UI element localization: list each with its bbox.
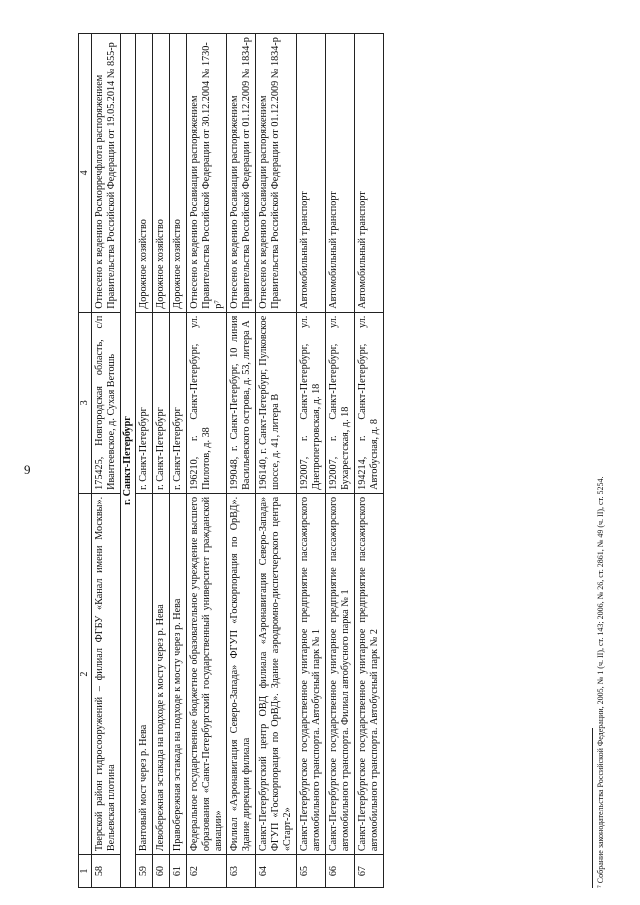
object-address: 199048, г. Санкт-Петербург, 10 линия Васильевского острова, д. 53, литера А bbox=[227, 312, 256, 493]
table-row bbox=[169, 34, 186, 888]
object-name: Правобережная эстакада на подходе к мосту через р. Нева bbox=[169, 493, 186, 854]
object-name: Левобережная эстакада на подходе к мосту через р. Нева bbox=[152, 493, 169, 854]
object-name: Санкт-Петербургский центр ОВД филиала «Аэронавигация Северо-Запада» ФГУП «Госкорпорация по ОрВД». Здание аэродромно-диспетчерского центра «Старт-2» bbox=[256, 493, 297, 854]
footnote-rule bbox=[592, 728, 593, 888]
table-row bbox=[152, 34, 169, 888]
object-note: Автомобильный транспорт bbox=[326, 34, 355, 313]
row-number: 64 bbox=[256, 855, 297, 888]
region-header-row bbox=[120, 34, 135, 888]
column-number: 1 bbox=[79, 855, 92, 888]
table-row bbox=[297, 34, 326, 888]
object-name: Филиал «Аэронавигация Северо-Запада» ФГУП «Госкорпорация по ОрВД». Здание дирекции филиала bbox=[227, 493, 256, 854]
row-number: 67 bbox=[354, 855, 383, 888]
page-number: 9 bbox=[24, 462, 31, 477]
row-number: 59 bbox=[135, 855, 152, 888]
object-note: Отнесено к ведению Росавиации распоряжением Правительства Российской Федерации от 01.12.2009 № 1834-р bbox=[227, 34, 256, 313]
object-note: Автомобильный транспорт bbox=[297, 34, 326, 313]
object-address: 194214, г. Санкт-Петербург, ул. Автобусная, д. 8 bbox=[354, 312, 383, 493]
objects-table bbox=[78, 33, 384, 888]
footnote-text: ⁷ Собрание законодательства Российской Федерации, 2005, № 1 (ч. II), ст. 143; 2006, № 26, ст. 2861, № 49 (ч. II), ст. 5254. bbox=[596, 476, 605, 888]
object-note: Отнесено к ведению Росавиации распоряжением Правительства Российской Федерации от 01.12.2009 № 1834-р bbox=[256, 34, 297, 313]
object-name: Санкт-Петербургское государственное унитарное предприятие пассажирского автомобильного транспорта. Филиал автобусного парка № 1 bbox=[326, 493, 355, 854]
table-row bbox=[135, 34, 152, 888]
footnote bbox=[592, 68, 605, 888]
object-address: 192007, г. Санкт-Петербург, ул. Бухарестская, д. 18 bbox=[326, 312, 355, 493]
object-note: Автомобильный транспорт bbox=[354, 34, 383, 313]
object-address: 175425, Новгородская область, с/п Ивантеевское, д. Сухая Ветошь bbox=[92, 312, 121, 493]
table-row bbox=[227, 34, 256, 888]
object-address: г. Санкт-Петербург bbox=[135, 312, 152, 493]
table-row bbox=[326, 34, 355, 888]
object-address: г. Санкт-Петербург bbox=[152, 312, 169, 493]
row-number: 60 bbox=[152, 855, 169, 888]
column-number: 4 bbox=[79, 34, 92, 313]
object-note: Отнесено к ведению Росморречфлота распоряжением Правительства Российской Федерации от 19.05.2014 № 855-р bbox=[92, 34, 121, 313]
table-row bbox=[186, 34, 227, 888]
rotated-table-sheet bbox=[78, 33, 640, 888]
object-name: Федеральное государственное бюджетное образовательное учреждение высшего образования «Санкт-Петербургский государственный университет гражданской авиации» bbox=[186, 493, 227, 854]
object-note: Дорожное хозяйство bbox=[152, 34, 169, 313]
object-address: 196210, г. Санкт-Петербург, ул. Пилотов, д. 38 bbox=[186, 312, 227, 493]
object-address: г. Санкт-Петербург bbox=[169, 312, 186, 493]
table-row bbox=[354, 34, 383, 888]
object-name: Тверской район гидросооружений – филиал ФГБУ «Канал имени Москвы». Вельевская плотина bbox=[92, 493, 121, 854]
object-address: 196140, г. Санкт-Петербург, Пулковское шоссе, д. 41, литера В bbox=[256, 312, 297, 493]
object-note: Дорожное хозяйство bbox=[135, 34, 152, 313]
object-name: Санкт-Петербургское государственное унитарное предприятие пассажирского автомобильного транспорта. Автобусный парк № 2 bbox=[354, 493, 383, 854]
object-address: 192007, г. Санкт-Петербург, ул. Днепропетровская, д. 18 bbox=[297, 312, 326, 493]
object-note: Отнесено к ведению Росавиации распоряжением Правительства Российской Федерации от 30.12.2004 № 1730-р⁷ bbox=[186, 34, 227, 313]
column-number-row bbox=[79, 34, 92, 888]
row-number: 58 bbox=[92, 855, 121, 888]
column-number: 3 bbox=[79, 312, 92, 493]
row-number: 61 bbox=[169, 855, 186, 888]
row-number: 62 bbox=[186, 855, 227, 888]
object-note: Дорожное хозяйство bbox=[169, 34, 186, 313]
column-number: 2 bbox=[79, 493, 92, 854]
object-name: Вантовый мост через р. Нева bbox=[135, 493, 152, 854]
table-row bbox=[92, 34, 121, 888]
row-number: 63 bbox=[227, 855, 256, 888]
row-number: 65 bbox=[297, 855, 326, 888]
table-row bbox=[256, 34, 297, 888]
region-title: г. Санкт-Петербург bbox=[120, 34, 135, 888]
row-number: 66 bbox=[326, 855, 355, 888]
object-name: Санкт-Петербургское государственное унитарное предприятие пассажирского автомобильного транспорта. Автобусный парк № 1 bbox=[297, 493, 326, 854]
